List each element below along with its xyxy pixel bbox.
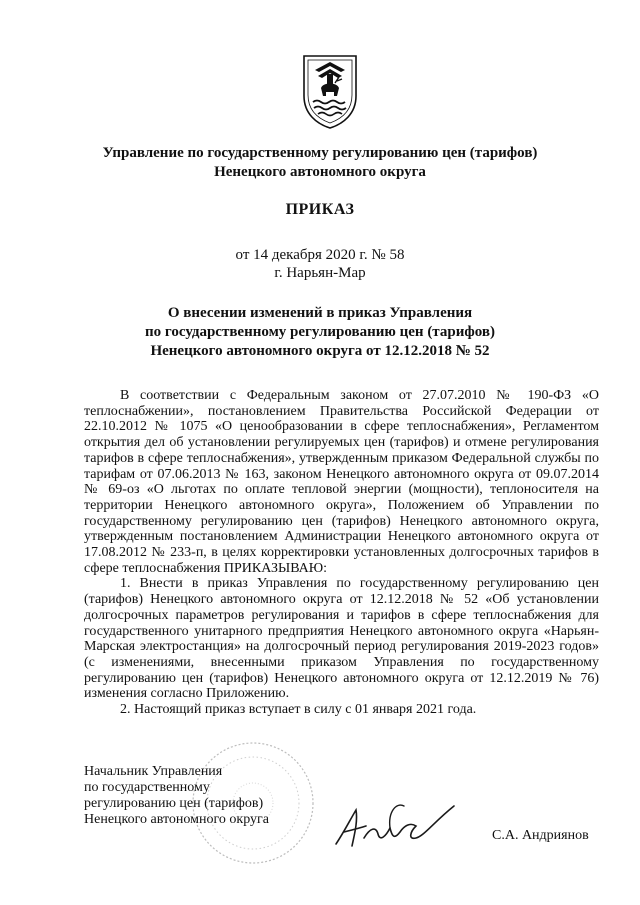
position-line-4: Ненецкого автономного округа [84, 812, 269, 827]
order-subject [0, 304, 640, 361]
document-title: ПРИКАЗ [285, 201, 355, 218]
order-date-number: от 14 декабря 2020 г. № 58 [235, 247, 405, 263]
order-item-1: 1. Внести в приказ Управления по государственному регулированию цен (тарифов) Ненецкого автономного округа от 12.12.2018 № 52 «Об установлении долгосрочных параметров регулирования и тарифов в сфере теплоснабжения для государственного унитарного предприятия Ненецкого автономного округа «Нарьян-Марская электростанция» на долгосрочный период регулирования 2019-2023 годов» (с изменениями, внесенными приказом Управления по государственному регулированию цен (тарифов) Ненецкого автономного округа от 12.12.2019 № 76) изменения согласно Приложению. [84, 576, 599, 702]
coat-of-arms-emblem [301, 52, 359, 130]
order-body [84, 388, 599, 718]
order-item-2: 2. Настоящий приказ вступает в силу с 01 января 2021 года. [120, 702, 477, 718]
position-line-1: Начальник Управления [84, 764, 223, 779]
signatory-name: С.А. Андриянов [492, 828, 589, 843]
preamble-paragraph: В соответствии с Федеральным законом от 27.07.2010 № 190-ФЗ «О теплоснабжении», постановлением Правительства Российской Федерации от 22.10.2012 № 1075 «О ценообразовании в сфере теплоснабжения», Регламентом открытия дел об установлении регулируемых цен (тарифов) и отмене регулирования тарифов в сфере теплоснабжения», утвержденным приказом Федеральной службы по тарифам от 07.06.2013 № 163, законом Ненецкого автономного округа от 09.07.2014 № 69-оз «О льготах по оплате тепловой энергии (мощности), теплоносителя на территории Ненецкого автономного округа», Положением об Управлении по государственному регулированию цен (тарифов) Ненецкого автономного округа, утвержденным постановлением Администрации Ненецкого автономного округа от 17.08.2012 № 233-п, в целях корректировки установленных долгосрочных тарифов в сфере теплоснабжения ПРИКАЗЫВАЮ: [84, 388, 599, 576]
organization-name-line-2: Ненецкого автономного округа [214, 164, 426, 180]
position-line-3: регулированию цен (тарифов) [84, 796, 264, 811]
handwritten-signature [330, 792, 460, 854]
subject-line-3: Ненецкого автономного округа от 12.12.2018 № 52 [150, 343, 490, 359]
subject-line-2: по государственному регулированию цен (тарифов) [145, 324, 495, 340]
organization-name-line-1: Управление по государственному регулированию цен (тарифов) [102, 145, 538, 161]
signatory-position [84, 764, 314, 828]
position-line-2: по государственному [84, 780, 210, 795]
organization-name [0, 144, 640, 182]
order-place: г. Нарьян-Мар [274, 265, 366, 281]
subject-line-1: О внесении изменений в приказ Управления [167, 305, 473, 321]
